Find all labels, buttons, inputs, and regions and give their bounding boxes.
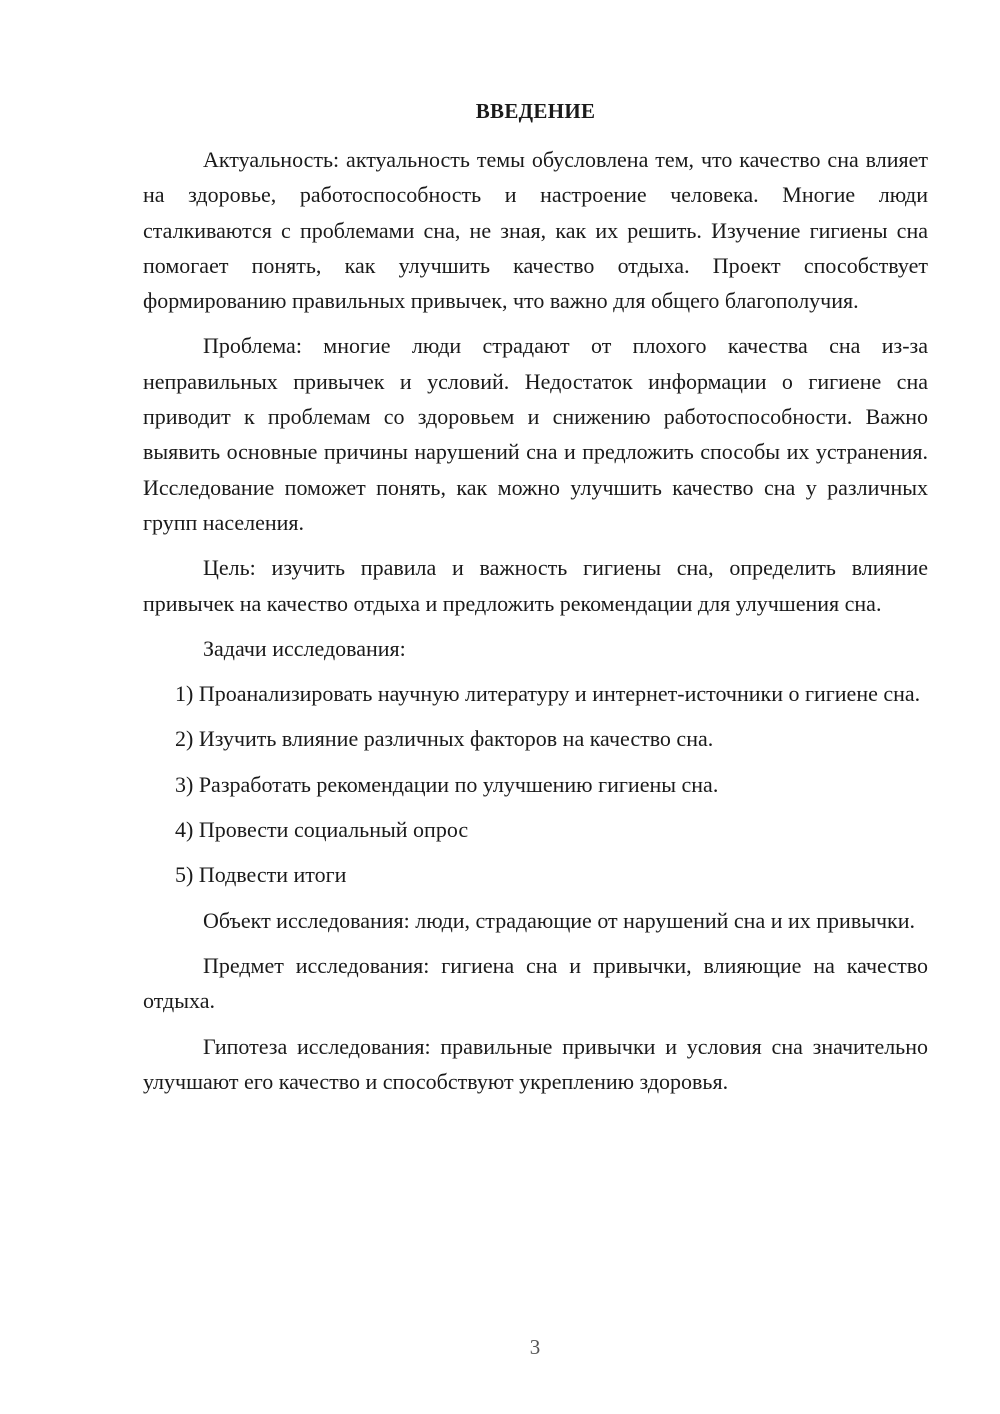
- task-item-2: 2) Изучить влияние различных факторов на качество сна.: [175, 726, 714, 752]
- page-title: ВВЕДЕНИЕ: [475, 99, 596, 123]
- goal-paragraph: Цель: изучить правила и важность гигиены сна, определить влияние привычек на качество отдыха и предложить рекомендации для улучшения сна.: [143, 555, 928, 616]
- subject-paragraph: Предмет исследования: гигиена сна и привычки, влияющие на качество отдыха.: [143, 952, 928, 1014]
- document-body: [143, 142, 928, 1099]
- problem-paragraph: Проблема: многие люди страдают от плохого качества сна из-за неправильных привычек и условий. Недостаток информации о гигиене сна приводит к проблемам со здоровьем и снижению работоспособности. Важно выявить основные причины нарушений сна и предложить способы их устранения. Исследование поможет понять, как можно улучшить качество сна у различных групп населения.: [143, 333, 928, 535]
- task-item-5: 5) Подвести итоги: [175, 862, 347, 888]
- task-item-1: 1) Проанализировать научную литературу и интернет-источники о гигиене сна.: [175, 681, 921, 707]
- relevance-paragraph: Актуальность: актуальность темы обусловлена тем, что качество сна влияет на здоровье, работоспособность и настроение человека. Многие люди сталкиваются с проблемами сна, не зная, как их решить. Изучение гигиены сна помогает понять, как улучшить качество отдыха. Проект способствует формированию правильных привычек, что важно для общего благополучия.: [143, 147, 928, 314]
- hypothesis-paragraph: Гипотеза исследования: правильные привычки и условия сна значительно улучшают его качество и способствуют укреплению здоровья.: [143, 1033, 928, 1094]
- object-paragraph: Объект исследования: люди, страдающие от нарушений сна и их привычки.: [203, 907, 916, 933]
- page-number: 3: [529, 1335, 541, 1359]
- task-item-3: 3) Разработать рекомендации по улучшению гигиены сна.: [175, 771, 719, 797]
- task-item-4: 4) Провести социальный опрос: [175, 817, 469, 843]
- tasks-heading: Задачи исследования:: [203, 635, 406, 661]
